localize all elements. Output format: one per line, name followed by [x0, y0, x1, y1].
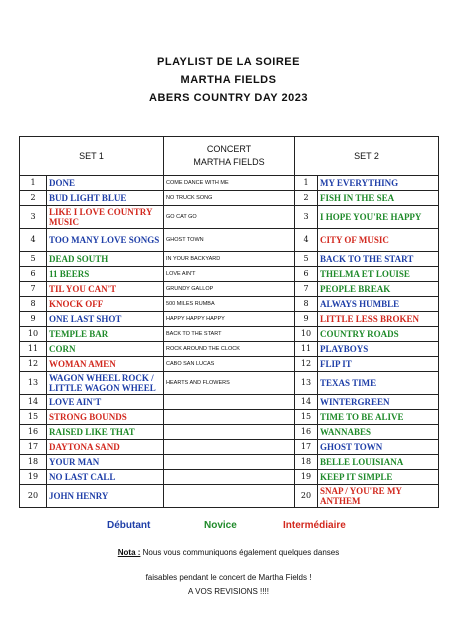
set1-song: 11 BEERS — [47, 267, 164, 282]
concert-song: CABO SAN LUCAS — [164, 357, 295, 372]
set2-number: 5 — [295, 252, 318, 267]
set1-song: DAYTONA SAND — [47, 440, 164, 455]
set1-song: LIKE I LOVE COUNTRY MUSIC — [47, 206, 164, 229]
table-row — [20, 470, 439, 485]
set2-number: 7 — [295, 282, 318, 297]
set1-number: 15 — [20, 410, 47, 425]
set1-song: BUD LIGHT BLUE — [47, 191, 164, 206]
set2-song: SNAP / YOU'RE MY ANTHEM — [318, 485, 439, 508]
set2-number: 15 — [295, 410, 318, 425]
table-row — [20, 191, 439, 206]
set2-number: 10 — [295, 327, 318, 342]
set2-number: 14 — [295, 395, 318, 410]
concert-song: HEARTS AND FLOWERS — [164, 372, 295, 395]
table-row — [20, 282, 439, 297]
set2-song: GHOST TOWN — [318, 440, 439, 455]
set2-number: 13 — [295, 372, 318, 395]
concert-header — [164, 137, 295, 176]
set2-song: CITY OF MUSIC — [318, 229, 439, 252]
concert-song — [164, 395, 295, 410]
concert-song — [164, 410, 295, 425]
set2-song: I HOPE YOU'RE HAPPY — [318, 206, 439, 229]
set2-song: FISH IN THE SEA — [318, 191, 439, 206]
set1-song: STRONG BOUNDS — [47, 410, 164, 425]
set2-number: 9 — [295, 312, 318, 327]
legend-intermediaire: Intermédiaire — [283, 520, 346, 531]
note-line2: faisables pendant le concert de Martha Fields ! — [145, 573, 312, 582]
set2-number: 17 — [295, 440, 318, 455]
table-row — [20, 229, 439, 252]
set1-song: DONE — [47, 176, 164, 191]
set1-number: 1 — [20, 176, 47, 191]
table-row — [20, 342, 439, 357]
set2-song: ALWAYS HUMBLE — [318, 297, 439, 312]
set1-number: 12 — [20, 357, 47, 372]
set2-song: BELLE LOUISIANA — [318, 455, 439, 470]
table-row — [20, 357, 439, 372]
title-event: ABERS COUNTRY DAY 2023 — [149, 92, 308, 104]
table-row — [20, 267, 439, 282]
set2-header: SET 2 — [295, 137, 439, 176]
note-text-1: Nous vous communiquons également quelques danses — [142, 548, 340, 557]
set2-song: WINTERGREEN — [318, 395, 439, 410]
set1-song: LOVE AIN'T — [47, 395, 164, 410]
set1-song: DEAD SOUTH — [47, 252, 164, 267]
concert-song: GO CAT GO — [164, 206, 295, 229]
set1-song: TEMPLE BAR — [47, 327, 164, 342]
note-line1 — [0, 548, 457, 557]
concert-song — [164, 485, 295, 508]
set1-number: 9 — [20, 312, 47, 327]
table-row — [20, 395, 439, 410]
table-row — [20, 297, 439, 312]
set1-number: 10 — [20, 327, 47, 342]
set2-number: 6 — [295, 267, 318, 282]
set2-number: 11 — [295, 342, 318, 357]
concert-song — [164, 440, 295, 455]
set1-number: 16 — [20, 425, 47, 440]
table-row — [20, 485, 439, 508]
concert-song: LOVE AIN'T — [164, 267, 295, 282]
set1-number: 2 — [20, 191, 47, 206]
set1-number: 3 — [20, 206, 47, 229]
concert-song: 500 MILES RUMBA — [164, 297, 295, 312]
set2-song: WANNABES — [318, 425, 439, 440]
set2-number: 2 — [295, 191, 318, 206]
set1-number: 20 — [20, 485, 47, 508]
set1-song: NO LAST CALL — [47, 470, 164, 485]
set1-number: 17 — [20, 440, 47, 455]
concert-header-line2: MARTHA FIELDS — [193, 157, 265, 167]
set2-number: 19 — [295, 470, 318, 485]
concert-song: IN YOUR BACKYARD — [164, 252, 295, 267]
set1-song: CORN — [47, 342, 164, 357]
concert-song: NO TRUCK SONG — [164, 191, 295, 206]
set1-number: 5 — [20, 252, 47, 267]
set1-song: WAGON WHEEL ROCK / LITTLE WAGON WHEEL — [47, 372, 164, 395]
concert-song — [164, 425, 295, 440]
concert-song — [164, 455, 295, 470]
legend-novice: Novice — [204, 520, 237, 531]
set1-number: 6 — [20, 267, 47, 282]
set1-number: 14 — [20, 395, 47, 410]
set2-song: THELMA ET LOUISE — [318, 267, 439, 282]
set2-song: PLAYBOYS — [318, 342, 439, 357]
set2-number: 4 — [295, 229, 318, 252]
set2-number: 18 — [295, 455, 318, 470]
table-row — [20, 206, 439, 229]
set1-number: 8 — [20, 297, 47, 312]
table-row — [20, 312, 439, 327]
table-row — [20, 252, 439, 267]
set1-song: KNOCK OFF — [47, 297, 164, 312]
concert-song: ROCK AROUND THE CLOCK — [164, 342, 295, 357]
table-row — [20, 440, 439, 455]
set1-song: RAISED LIKE THAT — [47, 425, 164, 440]
set2-song: LITTLE LESS BROKEN — [318, 312, 439, 327]
table-row — [20, 176, 439, 191]
set1-number: 4 — [20, 229, 47, 252]
set2-song: PEOPLE BREAK — [318, 282, 439, 297]
legend-debutant: Débutant — [107, 520, 151, 531]
concert-song: COME DANCE WITH ME — [164, 176, 295, 191]
set1-song: ONE LAST SHOT — [47, 312, 164, 327]
concert-song: GHOST TOWN — [164, 229, 295, 252]
set2-number: 3 — [295, 206, 318, 229]
set1-song: WOMAN AMEN — [47, 357, 164, 372]
set2-song: COUNTRY ROADS — [318, 327, 439, 342]
table-row — [20, 410, 439, 425]
note-label: Nota : — [117, 548, 141, 557]
set2-number: 1 — [295, 176, 318, 191]
set2-number: 8 — [295, 297, 318, 312]
set1-header: SET 1 — [20, 137, 164, 176]
set2-song: KEEP IT SIMPLE — [318, 470, 439, 485]
set1-song: TOO MANY LOVE SONGS — [47, 229, 164, 252]
set1-number: 18 — [20, 455, 47, 470]
set2-number: 20 — [295, 485, 318, 508]
set1-song: JOHN HENRY — [47, 485, 164, 508]
title-playlist: PLAYLIST DE LA SOIREE — [157, 56, 300, 68]
set2-number: 16 — [295, 425, 318, 440]
concert-header-line1: CONCERT — [206, 144, 252, 154]
concert-song: GRUNDY GALLOP — [164, 282, 295, 297]
concert-song: HAPPY HAPPY HAPPY — [164, 312, 295, 327]
playlist-table — [19, 136, 439, 508]
set2-song: TIME TO BE ALIVE — [318, 410, 439, 425]
set2-number: 12 — [295, 357, 318, 372]
set1-number: 11 — [20, 342, 47, 357]
table-row — [20, 425, 439, 440]
set2-song: BACK TO THE START — [318, 252, 439, 267]
set2-song: MY EVERYTHING — [318, 176, 439, 191]
set1-song: YOUR MAN — [47, 455, 164, 470]
set2-song: FLIP IT — [318, 357, 439, 372]
concert-song — [164, 470, 295, 485]
note-line3: A VOS REVISIONS !!!! — [188, 587, 269, 596]
concert-song: BACK TO THE START — [164, 327, 295, 342]
title-artist: MARTHA FIELDS — [180, 74, 277, 86]
set2-song: TEXAS TIME — [318, 372, 439, 395]
set1-number: 13 — [20, 372, 47, 395]
table-row — [20, 455, 439, 470]
set1-song: TIL YOU CAN'T — [47, 282, 164, 297]
set1-number: 7 — [20, 282, 47, 297]
table-row — [20, 327, 439, 342]
table-row — [20, 372, 439, 395]
set1-number: 19 — [20, 470, 47, 485]
table-header-row — [20, 137, 439, 176]
